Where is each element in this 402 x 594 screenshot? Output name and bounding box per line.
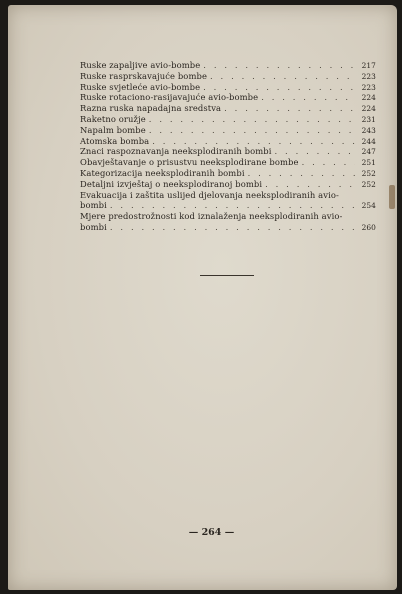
- dot-leader: [152, 136, 355, 147]
- toc-entry-page: 224: [361, 93, 376, 103]
- section-divider-rule: [200, 275, 254, 276]
- toc-entry: [80, 114, 376, 125]
- toc-entry: [80, 222, 376, 233]
- toc-entry-title: Obavještavanje o prisustvu neeksplodirane bombe: [80, 157, 299, 168]
- dot-leader: [275, 146, 355, 157]
- toc-entry-page: 223: [361, 82, 376, 92]
- book-page: [8, 5, 397, 590]
- toc-entry-page: 244: [361, 136, 376, 146]
- toc-entry-title: Evakuacija i zaštita uslijed djelovanja neeksplodiranih avio-: [80, 189, 339, 200]
- toc-entry: [80, 179, 376, 190]
- dot-leader: [203, 82, 355, 93]
- toc-entry: [80, 92, 376, 103]
- toc-entry-title: Kategorizacija neeksplodiranih bombi: [80, 167, 245, 178]
- dot-leader: [110, 200, 355, 211]
- table-of-contents: [80, 60, 376, 233]
- toc-entry-title: Razna ruska napadajna sredstva: [80, 103, 222, 114]
- toc-entry-page: 223: [361, 71, 376, 81]
- toc-entry-title: Raketno oružje: [80, 113, 146, 124]
- toc-entry: [80, 136, 376, 147]
- page-number: — 264 —: [188, 527, 235, 538]
- edge-stain: [389, 185, 395, 209]
- toc-entry-page: 252: [361, 179, 376, 189]
- toc-entry-title: Ruske zapaljive avio-bombe: [80, 60, 201, 70]
- toc-entry-page: 224: [361, 104, 376, 114]
- toc-entry-page: 231: [361, 114, 376, 124]
- toc-entry-title: Ruske rasprskavajuće bombe: [80, 70, 208, 81]
- toc-entry-page: 243: [361, 125, 376, 135]
- toc-entry-page: 252: [361, 168, 376, 178]
- toc-entry: [80, 82, 376, 93]
- toc-entry-title: Znaci raspoznavanja neeksplodiranih bombi: [80, 146, 272, 157]
- toc-entry-page: 260: [361, 222, 376, 232]
- dot-leader: [110, 222, 355, 233]
- toc-entry: [80, 71, 376, 82]
- toc-entry-title: Detaljni izvještaj o neeksplodiranoj bombi: [80, 178, 263, 189]
- dot-leader: [210, 71, 355, 82]
- toc-entry: [80, 125, 376, 136]
- toc-entry: [80, 103, 376, 114]
- toc-entry-page: 251: [361, 158, 376, 168]
- toc-entry-title: bombi: [80, 221, 107, 232]
- toc-entry-title: bombi: [80, 200, 107, 211]
- dot-leader: [302, 157, 355, 168]
- toc-entry: [80, 190, 376, 201]
- toc-entry: [80, 200, 376, 211]
- toc-entry-page: 247: [361, 147, 376, 157]
- dot-leader: [248, 168, 355, 179]
- dot-leader: [265, 179, 355, 190]
- toc-entry-page: 217: [361, 61, 376, 70]
- toc-entry: [80, 146, 376, 157]
- toc-entry: [80, 211, 376, 222]
- dot-leader: [149, 125, 355, 136]
- dot-leader: [224, 103, 355, 114]
- page-number-footer: [8, 527, 397, 538]
- toc-entry-page: 254: [361, 201, 376, 211]
- toc-entry-title: Atomska bomba: [80, 135, 150, 146]
- dot-leader: [149, 114, 355, 125]
- dot-leader: [203, 60, 355, 71]
- toc-entry-title: Mjere predostrožnosti kod iznalaženja neeksplodiranih avio-: [80, 211, 343, 222]
- toc-entry: [80, 168, 376, 179]
- toc-entry-title: Napalm bombe: [80, 124, 146, 135]
- dot-leader: [261, 92, 355, 103]
- toc-entry: [80, 60, 376, 71]
- toc-entry-title: Ruske rotaciono-rasijavajuće avio-bombe: [80, 92, 259, 103]
- toc-entry-title: Ruske svjetleće avio-bombe: [80, 81, 201, 92]
- toc-entry: [80, 157, 376, 168]
